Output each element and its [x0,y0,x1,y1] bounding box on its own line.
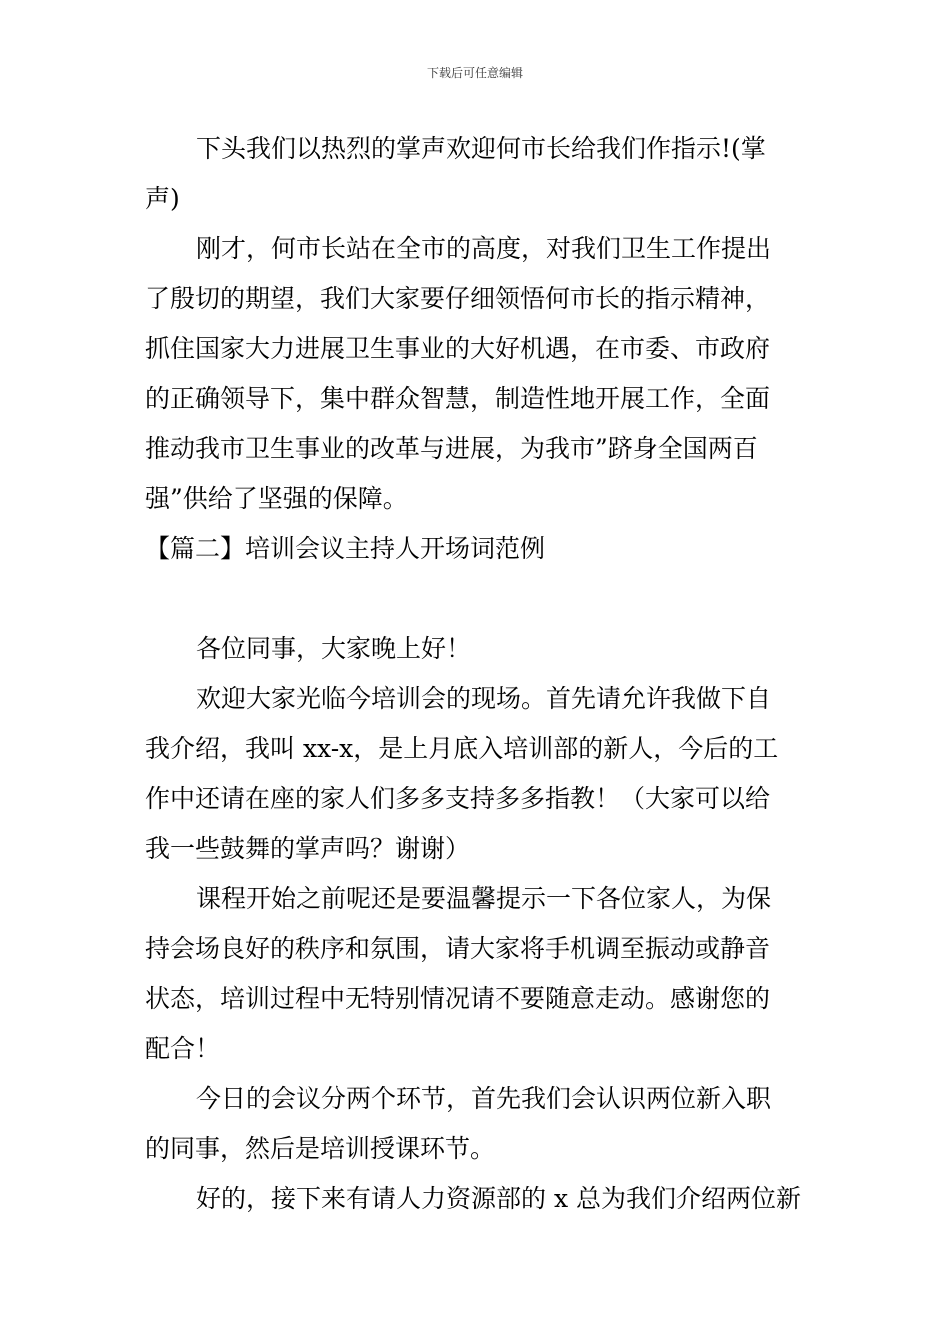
text-line: 刚才，何市长站在全市的高度，对我们卫生工作提出 [196,234,772,263]
text-line: 声) [145,184,180,213]
text-line: 抓住国家大力进展卫生事业的大好机遇，在市委、市政府 [145,334,771,363]
text-line: 欢迎大家光临今培训会的现场。首先请允许我做下自 [196,684,772,713]
text-line: 我一些鼓舞的掌声吗？谢谢） [145,834,471,863]
text-line: 的正确领导下，集中群众智慧，制造性地开展工作，全面 [145,384,771,413]
text-line: 我介绍，我叫 xx-x，是上月底入培训部的新人，今后的工 [145,734,779,763]
page-header-note: 下载后可任意编辑 [426,66,523,80]
text-line: 作中还请在座的家人们多多支持多多指教！（大家可以给 [145,784,771,813]
text-line: 课程开始之前呢还是要温馨提示一下各位家人，为保 [196,884,772,913]
text-line: 好的，接下来有请人力资源部的 x 总为我们介绍两位新 [196,1184,801,1213]
text-line: 的同事，然后是培训授课环节。 [145,1134,496,1163]
text-line: 配合！ [145,1034,221,1063]
text-line: 了殷切的期望，我们大家要仔细领悟何市长的指示精神， [145,284,771,313]
text-line: 状态，培训过程中无特别情况请不要随意走动。感谢您的 [145,984,771,1013]
text-line: 下头我们以热烈的掌声欢迎何市长给我们作指示!(掌 [196,134,766,163]
text-line: 持会场良好的秩序和氛围，请大家将手机调至振动或静音 [145,934,771,963]
section-heading: 【篇二】培训会议主持人开场词范例 [145,534,546,563]
text-line: 今日的会议分两个环节，首先我们会认识两位新入职 [196,1084,772,1113]
text-line: 强”供给了坚强的保障。 [145,484,408,513]
text-line: 各位同事，大家晚上好！ [196,634,472,663]
text-line: 推动我市卫生事业的改革与进展，为我市”跻身全国两百 [145,434,758,463]
